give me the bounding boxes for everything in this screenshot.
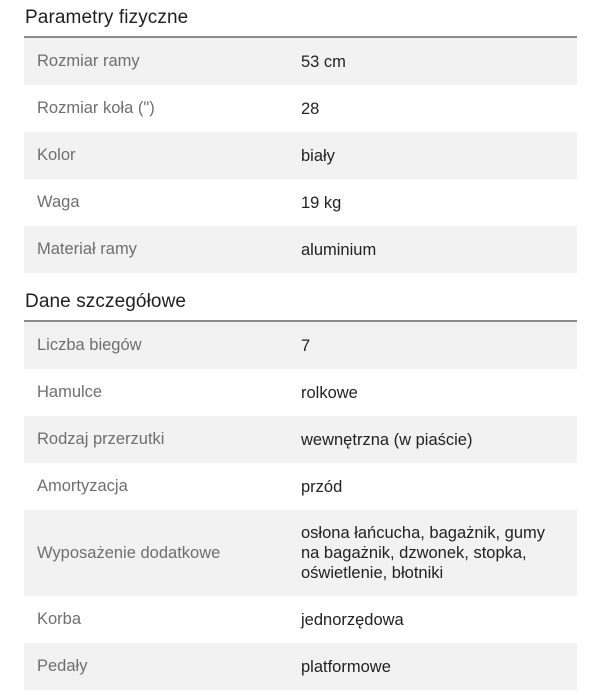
row-value: rolkowe [301, 383, 358, 402]
row-value: 19 kg [301, 193, 342, 212]
row-value: osłona łańcucha, bagażnik, gumy na bagażnik, dzwonek, stopka, oświetlenie, błotniki [301, 524, 545, 582]
row-label: Kolor [37, 146, 76, 164]
row-label: Rozmiar ramy [37, 52, 140, 70]
row-label: Korba [37, 610, 82, 628]
row-label: Hamulce [37, 383, 103, 401]
row-label: Wyposażenie dodatkowe [37, 543, 221, 562]
row-value: 53 cm [301, 52, 346, 71]
table-row [24, 38, 577, 85]
table-row [24, 596, 577, 643]
table-row [24, 226, 577, 273]
section-title-physical: Parametry fizyczne [24, 0, 577, 38]
physical-params-table [24, 38, 577, 273]
row-label: Rozmiar koła (") [37, 99, 155, 117]
table-row [24, 643, 577, 690]
table-row [24, 369, 577, 416]
row-value: aluminium [301, 240, 377, 259]
table-row [24, 132, 577, 179]
row-label: Liczba biegów [37, 336, 142, 354]
table-row [24, 510, 577, 596]
row-label: Pedały [37, 657, 88, 675]
table-row [24, 85, 577, 132]
table-row [24, 416, 577, 463]
table-row [24, 179, 577, 226]
table-row [24, 463, 577, 510]
details-table [24, 322, 577, 690]
row-value: wewnętrzna (w piaście) [301, 430, 473, 449]
row-label: Waga [37, 193, 80, 211]
section-title-details: Dane szczegółowe [24, 284, 577, 322]
row-value: 28 [301, 99, 320, 118]
row-value: biały [301, 146, 335, 165]
row-label: Rodzaj przerzutki [37, 430, 165, 448]
row-value: platformowe [301, 657, 391, 676]
table-row [24, 322, 577, 369]
row-value: przód [301, 477, 343, 496]
row-value: 7 [301, 336, 311, 355]
row-label: Amortyzacja [37, 477, 128, 495]
row-value: jednorzędowa [301, 610, 404, 629]
row-label: Materiał ramy [37, 240, 137, 258]
spec-page [24, 0, 577, 690]
